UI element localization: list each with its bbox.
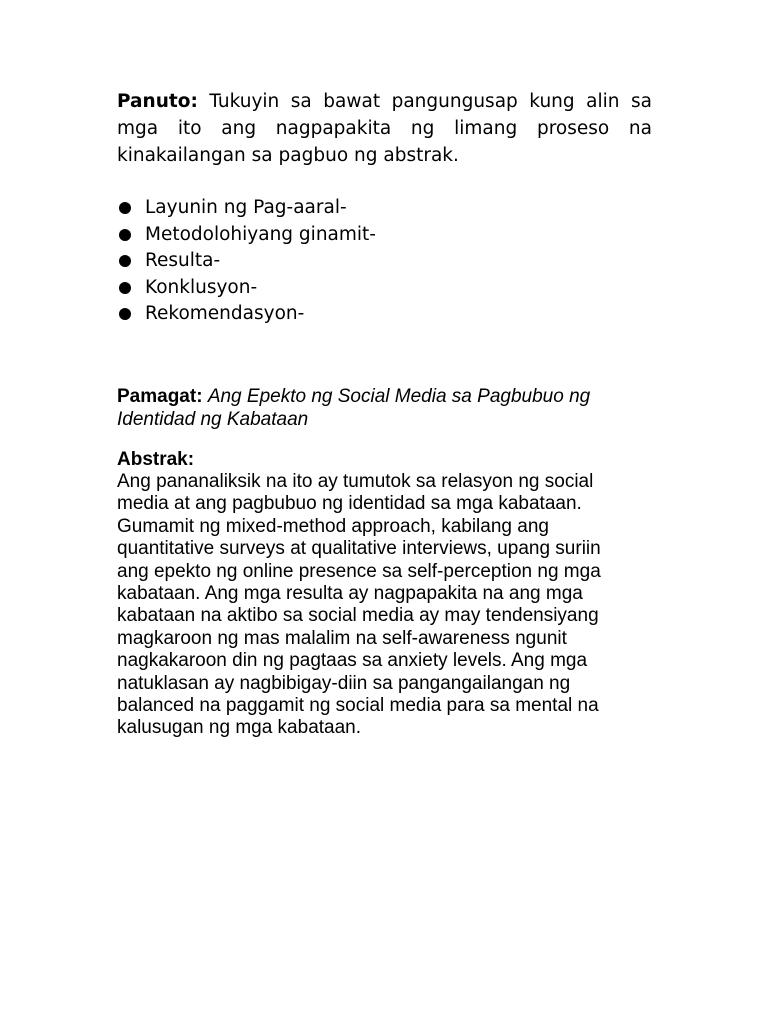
instructions-text: Tukuyin sa bawat pangungusap kung alin sa mga ito ang nagpapakita ng limang proseso na kinakailangan sa pagbuo ng abstrak. — [117, 91, 652, 166]
list-item-text: Layunin ng Pag-aaral- — [145, 197, 347, 218]
abstract-line: kalusugan ng mga kabataan. — [117, 717, 362, 739]
list-item-text: Rekomendasyon- — [145, 303, 305, 324]
bullet-dot-icon — [119, 255, 131, 267]
abstract-line: kabataan. Ang mga resulta ay nagpapakita na ang mga — [117, 583, 583, 605]
list-item — [117, 248, 376, 275]
abstract-line: quantitative surveys at qualitative interviews, upang suriin — [117, 538, 601, 560]
bullet-dot-icon — [119, 282, 131, 294]
list-item — [117, 301, 376, 328]
abstract-line: nagkakaroon din ng pagtaas sa anxiety levels. Ang mga — [117, 650, 588, 672]
abstract-line: kabataan na aktibo sa social media ay may tendensiyang — [117, 605, 599, 627]
title-block — [117, 386, 657, 431]
instructions-label: Panuto: — [117, 91, 198, 112]
abstract-line: ang epekto ng online presence sa self-perception ng mga — [117, 560, 601, 582]
abstract-line: natuklasan ay nagbibigay-diin sa pangangailangan ng — [117, 672, 571, 694]
abstract-line: magkaroon ng mas malalim na self-awareness ngunit — [117, 627, 567, 649]
bullet-dot-icon — [119, 308, 131, 320]
abstract-line: Gumamit ng mixed-method approach, kabilang ang — [117, 515, 549, 537]
abstract-line: Ang pananaliksik na ito ay tumutok sa relasyon ng social — [117, 471, 594, 492]
list-item — [117, 275, 376, 302]
abstract-line: media at ang pagbubuo ng identidad sa mga kabataan. — [117, 493, 582, 515]
abstract-label: Abstrak: — [117, 449, 195, 470]
abstract-parts-list — [117, 195, 376, 328]
list-item — [117, 195, 376, 222]
abstract-body — [117, 471, 657, 740]
abstract-line: balanced na paggamit ng social media para sa mental na — [117, 695, 599, 717]
list-item-text: Konklusyon- — [145, 276, 258, 298]
title-text-line1: Ang Epekto ng Social Media sa Pagbubuo ng — [207, 386, 591, 407]
instructions-paragraph — [117, 88, 652, 169]
list-item — [117, 222, 376, 249]
title-label: Pamagat: — [117, 386, 203, 407]
bullet-dot-icon — [119, 229, 131, 241]
bullet-dot-icon — [119, 202, 131, 214]
title-text-line2: Identidad ng Kabataan — [117, 408, 309, 430]
list-item-text: Resulta- — [145, 250, 221, 271]
list-item-text: Metodolohiyang ginamit- — [145, 223, 376, 245]
